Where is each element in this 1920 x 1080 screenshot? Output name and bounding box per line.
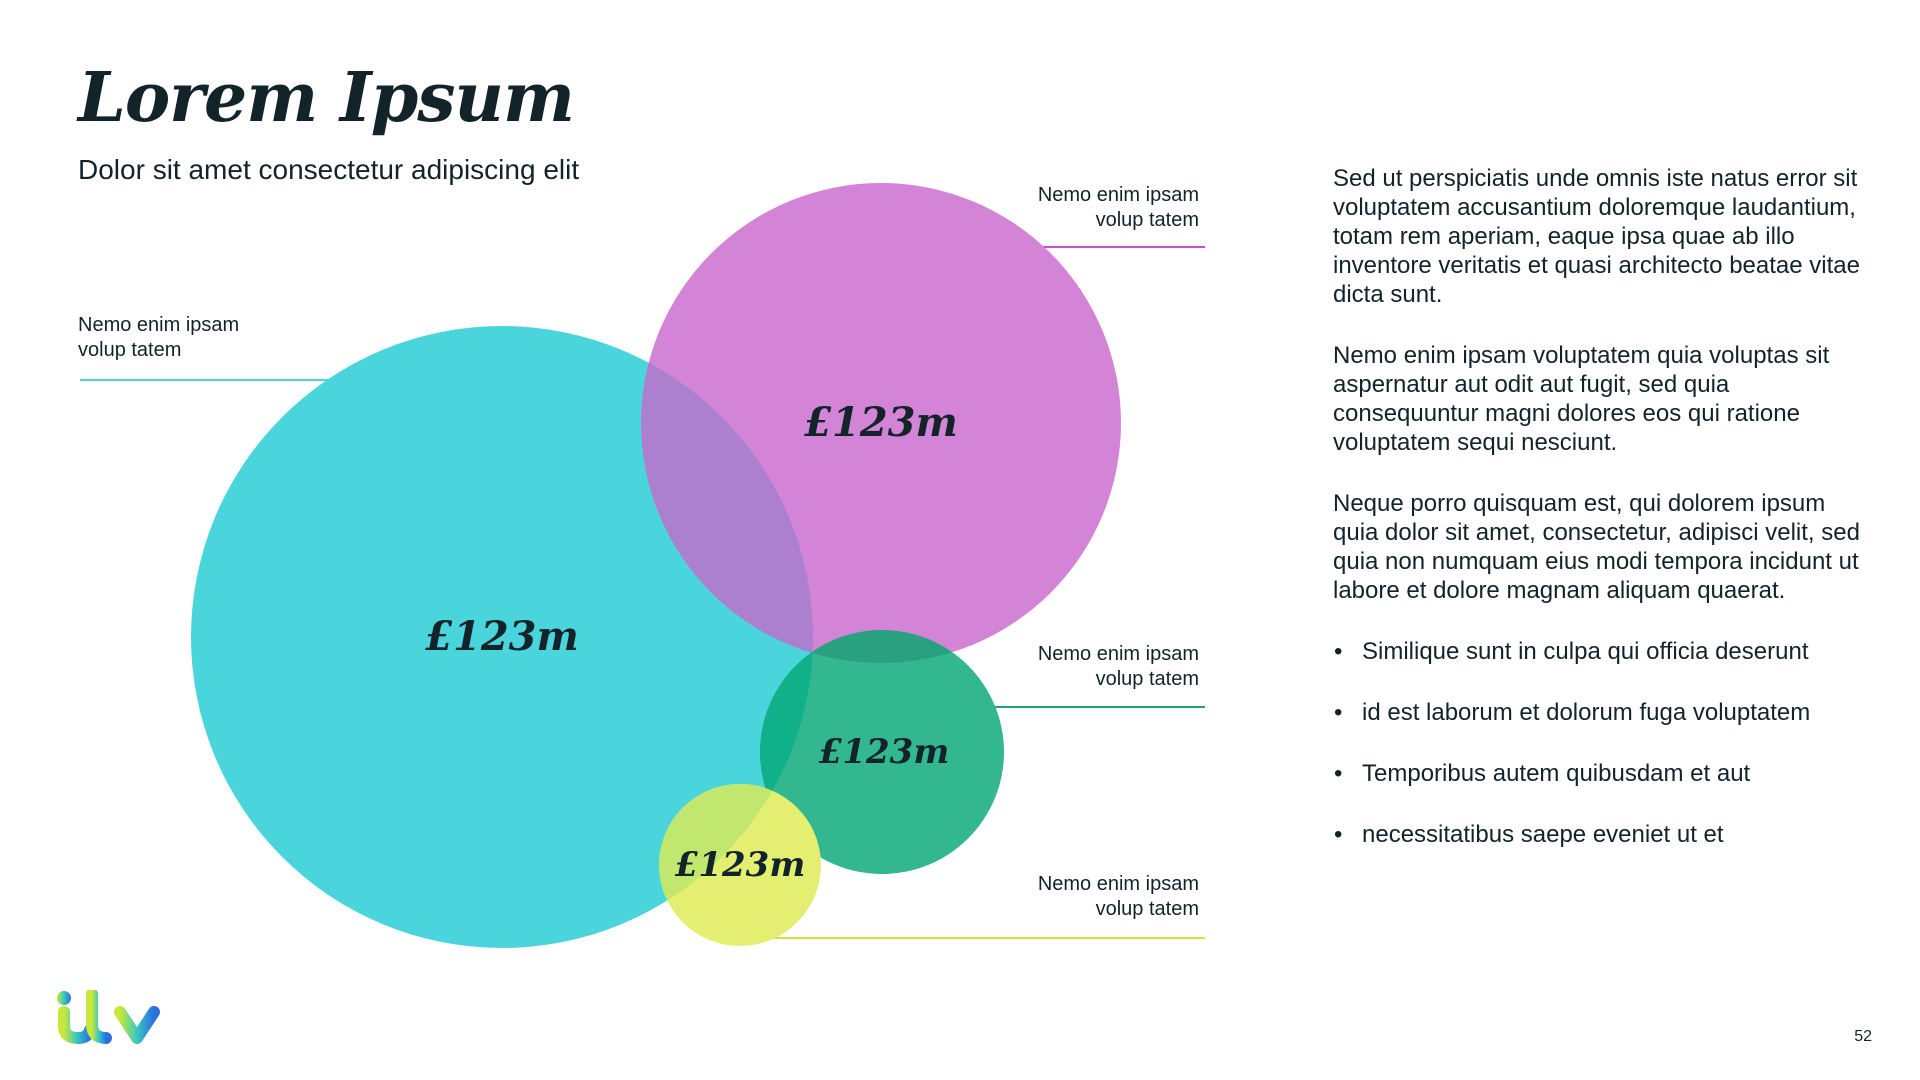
value-label-magenta: £123m [804, 399, 958, 446]
page-number: 52 [1854, 1028, 1872, 1045]
callout-label-green: Nemo enim ipsam volup tatem [1037, 643, 1199, 690]
page-subtitle: Dolor sit amet consectetur adipiscing elit [78, 154, 580, 185]
page-title: Lorem Ipsum [78, 58, 574, 138]
callout-label-magenta: Nemo enim ipsam volup tatem [1037, 184, 1199, 231]
callout-label-cyan: Nemo enim ipsam volup tatem [78, 314, 240, 361]
bullet-list [1333, 637, 1873, 849]
bullet-item: • necessitatibus saepe eveniet ut et [1333, 820, 1873, 849]
value-label-green: £123m [818, 732, 950, 772]
value-label-cyan: £123m [425, 613, 579, 660]
bullet-item: • Temporibus autem quibusdam et aut [1333, 759, 1873, 788]
paragraph: Nemo enim ipsam voluptatem quia voluptas sit aspernatur aut odit aut fugit, sed quia consequuntur magni dolores eos qui ratione voluptatem sequi nesciunt. [1333, 342, 1830, 456]
body-text [1333, 164, 1873, 881]
callout-label-yellow: Nemo enim ipsam volup tatem [1037, 873, 1199, 920]
paragraph: Sed ut perspiciatis unde omnis iste natus error sit voluptatem accusantium doloremque laudantium, totam rem aperiam, eaque ipsa quae ab illo inventore veritatis et quasi architecto beatae vitae dicta sunt. [1333, 165, 1860, 308]
value-label-yellow: £123m [674, 845, 806, 885]
paragraph: Neque porro quisquam est, qui dolorem ipsum quia dolor sit amet, consectetur, adipisci velit, sed quia non numquam eius modi tempora incidunt ut labore et dolore magnam aliquam quaerat. [1333, 490, 1860, 604]
bullet-item: • id est laborum et dolorum fuga voluptatem [1333, 698, 1873, 727]
itv-logo [54, 990, 162, 1046]
bullet-item: • Similique sunt in culpa qui officia deserunt [1333, 637, 1873, 666]
